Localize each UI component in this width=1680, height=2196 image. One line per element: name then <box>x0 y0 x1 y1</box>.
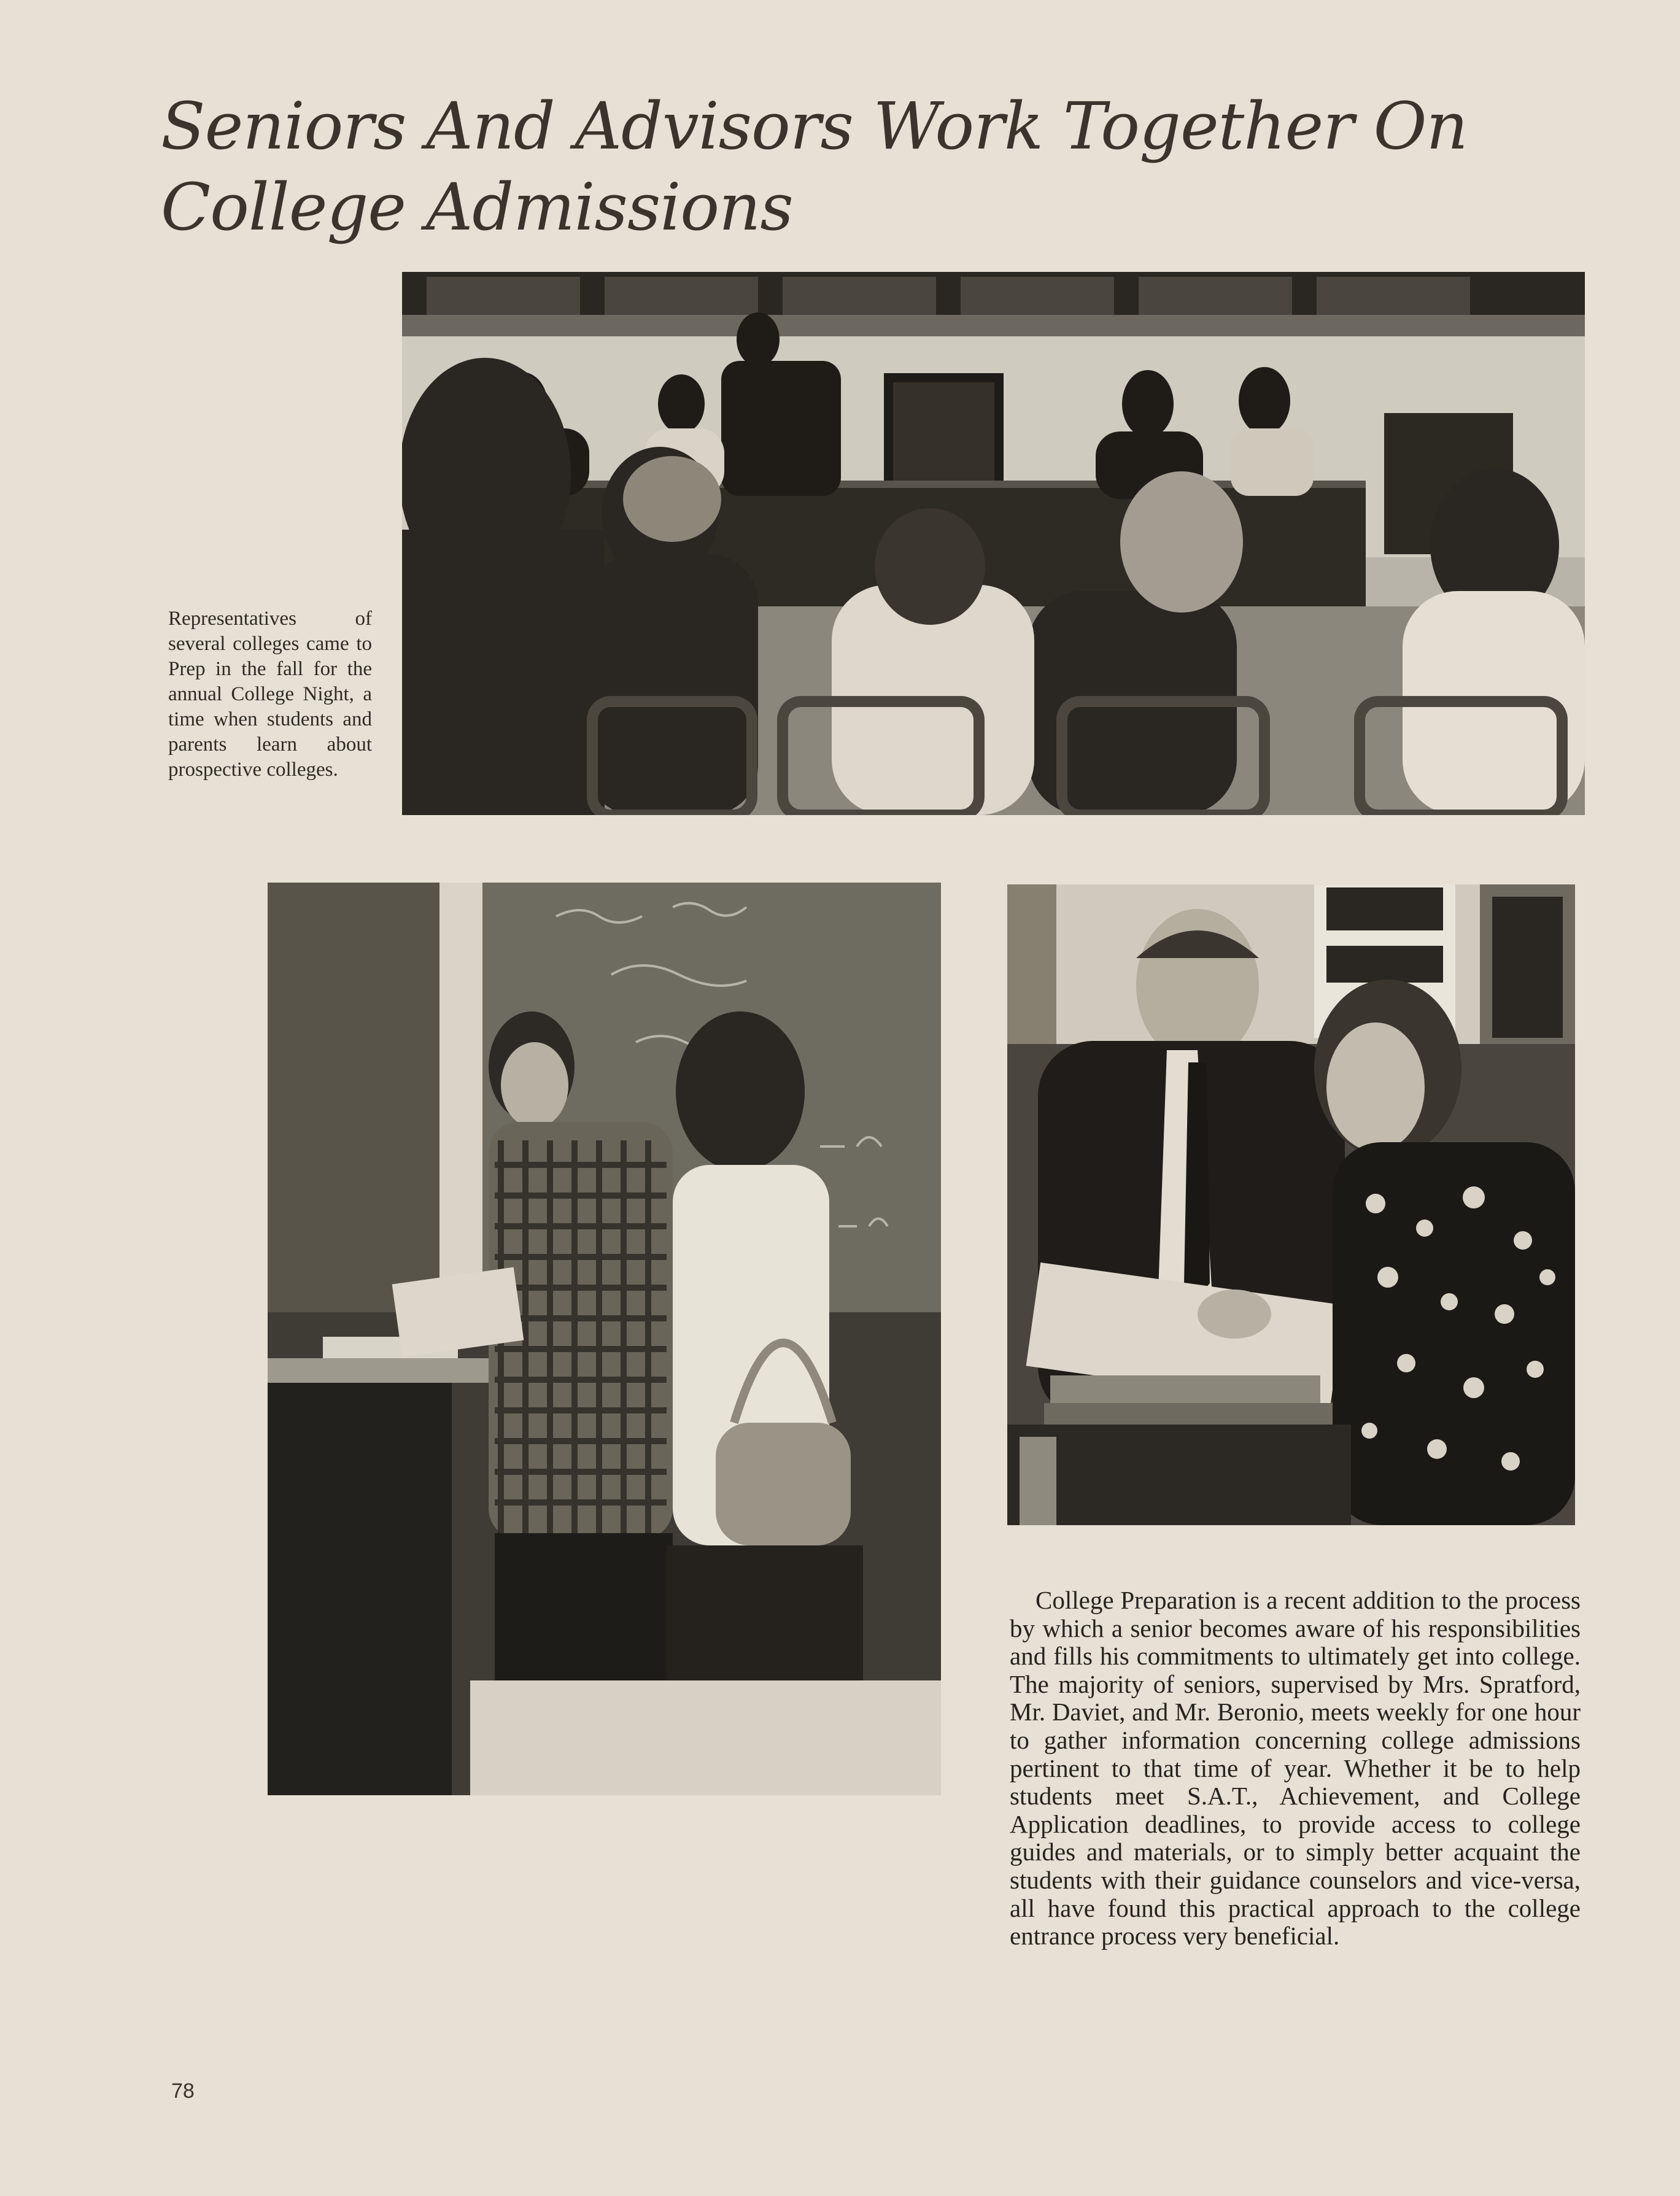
article-body: College Preparation is a recent addition to the process by which a senior becomes aware of his responsibilities and fills his commitments to ultimately get into college. The majority of seniors, supervised by Mrs. Spratford, Mr. Daviet, and Mr. Beronio, meets weekly for one hour to gather information concerning college admissions pertinent to that time of year. Whether it be to help students meet S.A.T., Achievement, and College Application deadlines, to provide access to college guides and materials, or to simply better acquaint the students with their guidance counselors and vice-versa, all have found this practical approach to the college entrance process very beneficial. <box>1010 1586 1581 1950</box>
college-night-photo-art <box>402 272 1585 815</box>
advisor-blackboard-photo-art <box>268 883 941 1795</box>
page-headline: Seniors And Advisors Work Together On College Admissions <box>161 88 1468 245</box>
college-night-photo <box>402 272 1585 815</box>
advisor-desk-photo <box>1007 884 1575 1525</box>
advisor-blackboard-photo <box>268 883 941 1795</box>
photo-caption: Representatives of several colleges came to Prep in the fall for the annual College Night, a time when students and parents learn about prospective colleges. <box>168 608 372 781</box>
page-number: 78 <box>171 2079 195 2103</box>
advisor-desk-photo-art <box>1007 884 1575 1525</box>
